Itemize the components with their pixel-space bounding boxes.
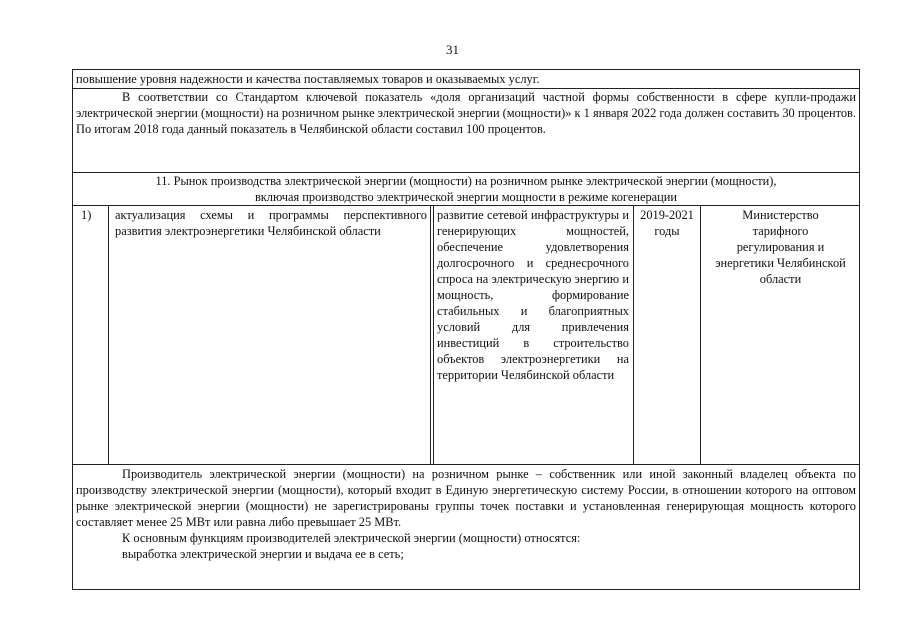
intro-paragraph: В соответствии со Стандартом ключевой показатель «доля организаций частной формы собственности в сфере купли-продажи электрической энергии (мощности) на розничном рынке электрической энергии (мощности)» к 1 января 2022 года должен составить 30 процентов. По итогам 2018 года данный показатель в Челябинской области составил 100 процентов. [76,90,856,136]
footer-block [73,466,859,590]
responsible-cell: Министерство тарифного регулирования и энергетики Челябинской области [715,208,846,286]
section-heading-line1: 11. Рынок производства электрической энергии (мощности) на розничном рынке электрической энергии (мощности), [155,174,777,188]
functions-intro: К основным функциям производителей электрической энергии (мощности) относятся: [122,531,581,545]
row-number: 1) [81,208,92,222]
result-cell: развитие сетевой инфраструктуры и генерирующих мощностей, обеспечение удовлетворения долгосрочного и среднесрочного спроса на электрическую энергию и мощность, формирование стабильных и благоприятных условий для привлечения инвестиций в строительство объектов электроэнергетики на территории Челябинской области [437,208,629,382]
section-heading-line2: включая производство электрической энергии мощности в режиме когенерации [254,190,678,204]
period-cell: 2019-2021 годы [640,208,694,238]
page-number: 31 [446,42,459,57]
function-item: выработка электрической энергии и выдача ее в сеть; [122,547,404,561]
section-heading [73,173,859,206]
producer-definition: Производитель электрической энергии (мощности) на розничном рынке – собственник или иной законный владелец объекта по производству электрической энергии (мощности), который входит в Единую энергетическую систему России, в отношении которого на оптовом рынке электрической энергии (мощности) не зарегистрированы группы точек поставки и установленная генерирующая мощность которого составляет менее 25 МВт или равна либо превышает 25 МВт. [76,467,856,529]
document-table [72,69,860,590]
measure-cell: актуализация схемы и программы перспективного развития электроэнергетики Челябинской области [115,208,427,238]
intro-line: повышение уровня надежности и качества поставляемых товаров и оказываемых услуг. [76,72,540,86]
table-row [73,206,859,464]
intro-block [73,71,859,171]
